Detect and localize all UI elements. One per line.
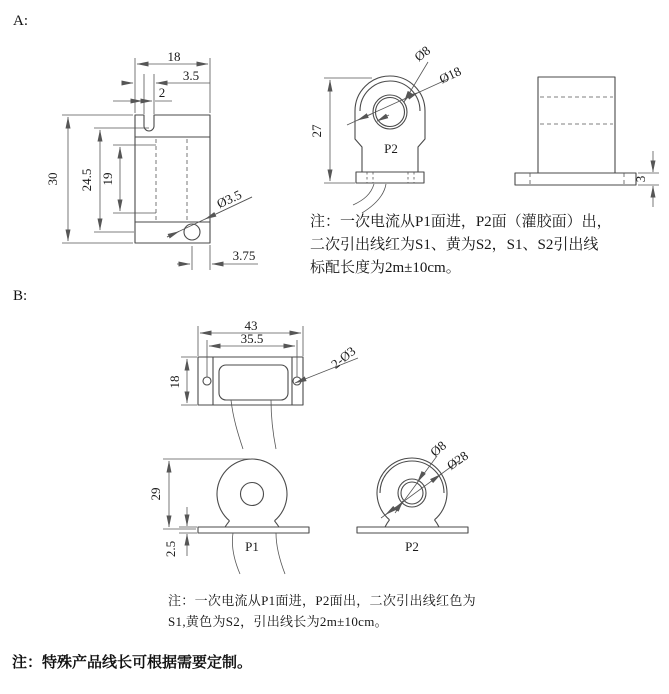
b-p2-hole-dia-callout <box>395 438 449 513</box>
note-line: 注：一次电流从P1面进，P2面出，二次引出线红色为 <box>168 593 476 608</box>
a-side-view <box>515 77 659 207</box>
dim-label: Ø3.5 <box>214 186 244 212</box>
dim-label: Ø18 <box>436 63 464 87</box>
dim-label: 3 <box>633 175 648 183</box>
section-a-note <box>310 211 612 280</box>
a-side-body <box>538 77 615 173</box>
dim-label: 18 <box>167 375 182 389</box>
dim-label: Ø28 <box>443 447 471 473</box>
dim-label: 29 <box>148 487 163 501</box>
dim-label: 30 <box>45 172 60 186</box>
b-p2-outline <box>377 458 447 527</box>
b-top-wires <box>231 400 276 449</box>
b-top-tab-lines <box>213 357 292 405</box>
a-front-outline <box>135 115 210 243</box>
a-side-hidden-lines <box>540 97 613 124</box>
b-p2-face-label: P2 <box>405 539 419 554</box>
a-center-hole-inner <box>376 98 405 127</box>
dim-label: 43 <box>244 318 258 333</box>
dim-label: Ø8 <box>411 42 434 65</box>
dim-label: 27 <box>309 124 324 138</box>
b-top-core-window <box>219 365 288 400</box>
a-front-dim-hole-offset <box>177 245 258 270</box>
a-front-view <box>45 49 258 270</box>
footer-note: 注：特殊产品线长可根据需要定制。 <box>12 655 253 671</box>
note-line: 标配长度为2m±10cm。 <box>310 260 461 276</box>
a-side-dim-base-thickness <box>633 151 659 207</box>
a-hole-view <box>309 43 463 213</box>
a-front-mount-hole <box>184 224 200 240</box>
b-top-holes-callout <box>295 343 358 383</box>
b-top-view <box>167 318 358 449</box>
b-p1-view <box>148 459 309 574</box>
b-p2-base <box>357 527 468 533</box>
b-p2-body-dia-callout <box>381 448 471 518</box>
b-p1-dim-base-thickness <box>163 507 197 557</box>
a-front-inner-edges <box>135 137 210 222</box>
dim-label: Ø8 <box>427 437 450 460</box>
b-top-hole-left <box>203 377 211 385</box>
a-side-base-plate <box>515 173 636 185</box>
dim-label: 3.5 <box>182 68 200 83</box>
b-top-dim-depth <box>167 357 197 405</box>
dim-label: 3.75 <box>232 248 256 263</box>
a-hole-outline <box>355 76 425 172</box>
a-secondary-wires <box>353 184 386 213</box>
section-b-label: B: <box>13 288 28 304</box>
note-line: 注：一次电流从P1面进，P2面（灌胶面）出， <box>310 214 612 230</box>
a-front-dim-core-height <box>100 145 156 213</box>
section-a-label: A: <box>13 13 28 29</box>
b-p1-base <box>198 527 309 533</box>
section-b-note <box>168 590 476 632</box>
note-line: 二次引出线红为S1、黄为S2，S1、S2引出线 <box>310 237 599 253</box>
b-p1-center-hole <box>241 483 264 506</box>
dim-label: 2.5 <box>163 540 178 558</box>
b-top-dim-inner-width <box>207 331 297 377</box>
dim-label: 18 <box>167 49 181 64</box>
a-front-dim-notch-width <box>113 85 172 101</box>
a-face-label: P2 <box>384 141 398 156</box>
dim-label: 35.5 <box>240 331 264 346</box>
dim-label: 24.5 <box>79 168 94 192</box>
b-p1-dim-height <box>148 459 250 529</box>
b-top-outline <box>198 357 303 405</box>
b-p1-face-label: P1 <box>245 539 259 554</box>
b-p2-view <box>357 438 471 554</box>
a-front-hidden-lines <box>156 139 187 220</box>
a-hole-base-ticks <box>367 172 414 183</box>
note-line: S1,黄色为S2，引出线长为2m±10cm。 <box>168 614 388 629</box>
b-p1-outline <box>217 459 287 527</box>
dim-label: 2 <box>158 85 166 100</box>
dim-label: 19 <box>100 172 115 186</box>
dim-label: 2-Ø3 <box>328 343 359 372</box>
a-side-base-ticks <box>530 173 624 185</box>
